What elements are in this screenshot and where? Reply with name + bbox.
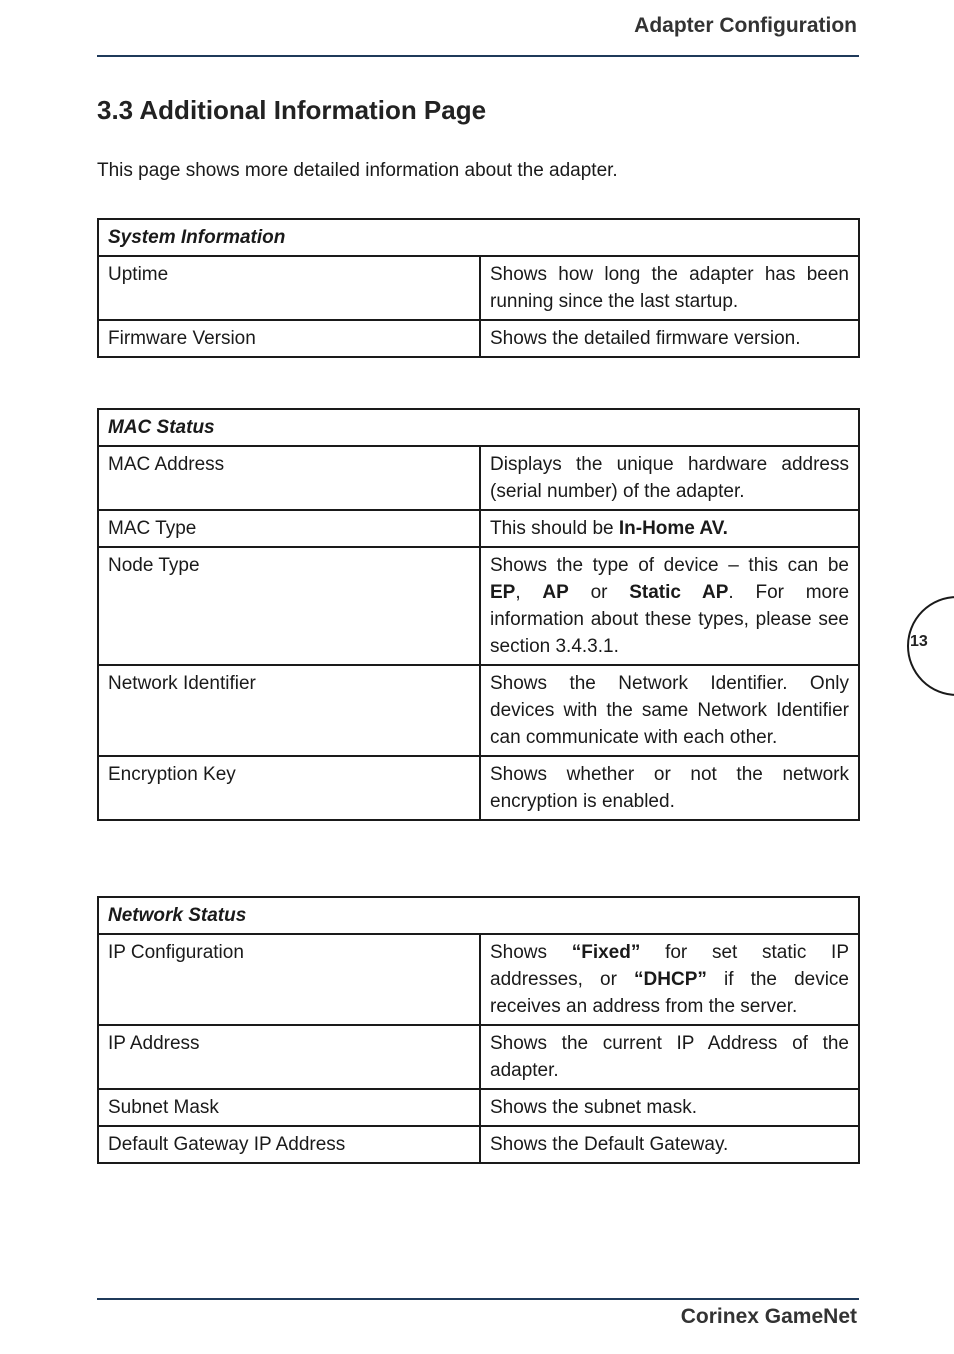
description-emphasis: In-Home AV. xyxy=(618,518,728,539)
row-description xyxy=(480,320,859,357)
network-status-table xyxy=(97,896,860,1164)
row-label: Default Gateway IP Address xyxy=(98,1126,480,1163)
table-row xyxy=(98,446,859,510)
description-text: if the device receives an address from the server. xyxy=(490,969,849,1017)
section-title: 3.3 Additional Information Page xyxy=(97,95,487,125)
description-text: for set static IP addresses, or xyxy=(490,942,849,990)
table-row xyxy=(98,934,859,1025)
table-row xyxy=(98,256,859,320)
description-text: Shows the type of device – this can be xyxy=(490,555,849,576)
row-label: Node Type xyxy=(98,547,480,665)
description-text: Shows xyxy=(490,942,572,963)
table-row xyxy=(98,1089,859,1126)
description-text: , xyxy=(515,582,543,603)
description-emphasis: AP xyxy=(542,582,569,603)
row-label: Network Identifier xyxy=(98,665,480,756)
table-row xyxy=(98,510,859,547)
row-description xyxy=(480,1025,859,1089)
row-label: Firmware Version xyxy=(98,320,480,357)
table-heading: Network Status xyxy=(98,897,859,934)
running-footer: Corinex GameNet xyxy=(680,1305,857,1328)
description-emphasis: “DHCP” xyxy=(634,969,707,990)
row-description xyxy=(480,1089,859,1126)
table-row xyxy=(98,756,859,820)
mac-status-table xyxy=(97,408,860,821)
row-label: MAC Type xyxy=(98,510,480,547)
description-text: This should be xyxy=(490,518,619,539)
row-label: IP Address xyxy=(98,1025,480,1089)
row-label: IP Configuration xyxy=(98,934,480,1025)
table-row xyxy=(98,665,859,756)
description-text: Shows the Network Identifier. Only devices with the same Network Identifier can communicate with each other. xyxy=(490,673,849,748)
table-heading: System Information xyxy=(98,219,859,256)
table-heading: MAC Status xyxy=(98,409,859,446)
description-emphasis: “Fixed” xyxy=(571,942,641,963)
row-description xyxy=(480,665,859,756)
row-label: Encryption Key xyxy=(98,756,480,820)
description-emphasis: Static AP xyxy=(629,582,729,603)
row-description xyxy=(480,1126,859,1163)
description-text: . For more information about these types, please see section 3.4.3.1. xyxy=(490,582,850,657)
intro-paragraph: This page shows more detailed information about the adapter. xyxy=(97,160,618,181)
description-emphasis: EP xyxy=(490,582,516,603)
header-divider xyxy=(97,55,859,57)
row-label: MAC Address xyxy=(98,446,480,510)
table-row xyxy=(98,320,859,357)
running-header: Adapter Configuration xyxy=(634,14,857,37)
description-text: Shows the detailed firmware version. xyxy=(490,328,801,349)
table-row xyxy=(98,1126,859,1163)
table-row xyxy=(98,547,859,665)
row-label: Uptime xyxy=(98,256,480,320)
description-text: Shows the subnet mask. xyxy=(490,1097,697,1118)
description-text: Shows whether or not the network encryption is enabled. xyxy=(490,764,849,812)
row-description xyxy=(480,256,859,320)
row-label: Subnet Mask xyxy=(98,1089,480,1126)
description-text: or xyxy=(568,582,630,603)
description-text: Displays the unique hardware address (serial number) of the adapter. xyxy=(490,454,849,502)
row-description xyxy=(480,756,859,820)
row-description xyxy=(480,510,859,547)
page-number: 13 xyxy=(910,633,928,650)
row-description xyxy=(480,934,859,1025)
table-row xyxy=(98,1025,859,1089)
description-text: Shows how long the adapter has been running since the last startup. xyxy=(490,264,849,312)
row-description xyxy=(480,547,859,665)
description-text: Shows the current IP Address of the adapter. xyxy=(490,1033,849,1081)
system-information-table xyxy=(97,218,860,358)
footer-divider xyxy=(97,1298,859,1300)
description-text: Shows the Default Gateway. xyxy=(490,1134,729,1155)
row-description xyxy=(480,446,859,510)
